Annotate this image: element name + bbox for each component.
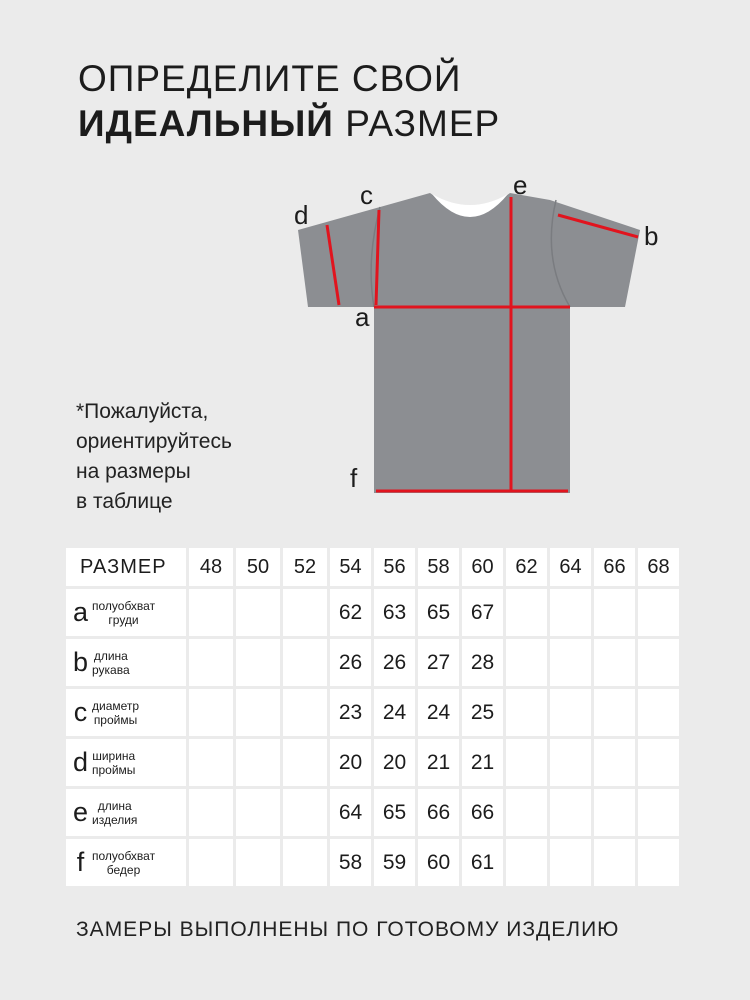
row-label-wrap [66, 749, 186, 777]
row-label [66, 739, 186, 786]
table-cell [550, 739, 591, 786]
table-cell: 65 [418, 589, 459, 636]
table-cell: 26 [374, 639, 415, 686]
table-cell [283, 839, 327, 886]
row-description-line-1: ширина [92, 748, 136, 763]
size-50: 50 [236, 548, 280, 586]
table-cell [594, 689, 635, 736]
size-62: 62 [506, 548, 547, 586]
table-cell [506, 739, 547, 786]
table-cell [506, 589, 547, 636]
table-cell [189, 839, 233, 886]
row-label-wrap [66, 799, 186, 827]
table-cell [236, 589, 280, 636]
note-line-4: в таблице [76, 490, 173, 513]
note-line-3: на размеры [76, 460, 191, 483]
tshirt-shape [298, 193, 640, 493]
table-cell [638, 789, 679, 836]
row-label [66, 839, 186, 886]
table-cell [594, 639, 635, 686]
size-header-label: РАЗМЕР [66, 548, 186, 586]
table-row [66, 639, 679, 686]
row-description [92, 849, 155, 877]
row-letter: d [72, 747, 89, 777]
size-note [76, 397, 232, 517]
size-60: 60 [462, 548, 503, 586]
table-cell [283, 689, 327, 736]
table-cell: 26 [330, 639, 371, 686]
footer-note: ЗАМЕРЫ ВЫПОЛНЕНЫ ПО ГОТОВОМУ ИЗДЕЛИЮ [76, 918, 620, 941]
table-row [66, 789, 679, 836]
table-cell [506, 839, 547, 886]
row-description-line-1: полуобхват [92, 848, 156, 863]
size-66: 66 [594, 548, 635, 586]
table-cell [189, 639, 233, 686]
table-cell: 58 [330, 839, 371, 886]
table-cell [283, 639, 327, 686]
table-cell [550, 639, 591, 686]
row-description-line-1: длина [97, 798, 132, 813]
row-label-wrap [66, 649, 186, 677]
table-cell [550, 689, 591, 736]
title-bold-word: ИДЕАЛЬНЫЙ [78, 103, 334, 144]
row-label-wrap [66, 849, 186, 877]
table-cell: 21 [418, 739, 459, 786]
row-description [92, 699, 139, 727]
table-cell: 24 [374, 689, 415, 736]
table-cell [189, 739, 233, 786]
row-description [92, 649, 130, 677]
table-cell [189, 689, 233, 736]
table-cell [506, 689, 547, 736]
table-cell [638, 639, 679, 686]
table-cell [506, 789, 547, 836]
table-row [66, 839, 679, 886]
table-cell: 23 [330, 689, 371, 736]
table-cell [550, 789, 591, 836]
row-description-line-2: изделия [92, 812, 138, 827]
note-line-1: *Пожалуйста, [76, 400, 209, 423]
row-label [66, 589, 186, 636]
page-title [78, 56, 500, 146]
table-cell [236, 839, 280, 886]
size-56: 56 [374, 548, 415, 586]
row-label [66, 639, 186, 686]
table-cell: 24 [418, 689, 459, 736]
table-cell: 66 [418, 789, 459, 836]
table-row [66, 589, 679, 636]
table-cell: 21 [462, 739, 503, 786]
table-cell: 64 [330, 789, 371, 836]
note-line-2: ориентируйтесь [76, 430, 232, 453]
label-e: e [513, 170, 528, 200]
table-cell [236, 739, 280, 786]
row-description-line-2: проймы [92, 762, 136, 777]
size-table [63, 545, 682, 889]
row-description [92, 799, 137, 827]
table-cell [236, 689, 280, 736]
row-description [92, 749, 135, 777]
table-cell [638, 589, 679, 636]
table-row [66, 739, 679, 786]
table-cell: 62 [330, 589, 371, 636]
label-a: a [355, 302, 370, 332]
table-cell: 20 [374, 739, 415, 786]
label-d: d [294, 200, 309, 230]
table-row [66, 689, 679, 736]
table-cell [283, 589, 327, 636]
table-cell [550, 589, 591, 636]
table-cell: 25 [462, 689, 503, 736]
table-cell: 59 [374, 839, 415, 886]
size-64: 64 [550, 548, 591, 586]
table-cell: 27 [418, 639, 459, 686]
title-line-1: ОПРЕДЕЛИТЕ СВОЙ [78, 58, 462, 99]
title-light-word: РАЗМЕР [345, 103, 501, 144]
table-cell [236, 789, 280, 836]
row-letter: f [76, 847, 85, 877]
table-cell [283, 789, 327, 836]
size-header-row [66, 548, 679, 586]
row-description-line-2: бедер [106, 862, 141, 877]
table-cell [594, 589, 635, 636]
row-description-line-1: полуобхват [92, 598, 156, 613]
label-f: f [350, 463, 358, 493]
row-label [66, 689, 186, 736]
row-description-line-2: груди [108, 612, 139, 627]
table-cell [550, 839, 591, 886]
row-description [92, 599, 155, 627]
table-cell: 65 [374, 789, 415, 836]
table-cell: 20 [330, 739, 371, 786]
table-cell [506, 639, 547, 686]
title-line-2 [78, 101, 500, 146]
table-cell [594, 789, 635, 836]
table-cell: 28 [462, 639, 503, 686]
table-cell [236, 639, 280, 686]
row-letter: a [72, 597, 89, 627]
label-b: b [644, 221, 659, 251]
table-cell: 61 [462, 839, 503, 886]
table-cell: 67 [462, 589, 503, 636]
size-48: 48 [189, 548, 233, 586]
table-cell: 66 [462, 789, 503, 836]
table-cell [594, 739, 635, 786]
row-description-line-1: длина [93, 648, 128, 663]
table-cell [638, 689, 679, 736]
table-cell [638, 839, 679, 886]
row-label-wrap [66, 699, 186, 727]
size-52: 52 [283, 548, 327, 586]
row-letter: b [72, 647, 89, 677]
table-cell: 60 [418, 839, 459, 886]
tshirt-diagram [280, 170, 680, 510]
table-cell [189, 789, 233, 836]
row-label [66, 789, 186, 836]
row-letter: c [73, 697, 88, 727]
row-letter: e [72, 797, 89, 827]
row-description-line-2: проймы [93, 712, 138, 727]
size-58: 58 [418, 548, 459, 586]
table-cell: 63 [374, 589, 415, 636]
row-label-wrap [66, 599, 186, 627]
table-cell [283, 739, 327, 786]
row-description-line-2: рукава [92, 662, 130, 677]
table-cell [189, 589, 233, 636]
row-description-line-1: диаметр [92, 698, 140, 713]
size-54: 54 [330, 548, 371, 586]
table-cell [594, 839, 635, 886]
label-c: c [360, 180, 373, 210]
table-cell [638, 739, 679, 786]
size-68: 68 [638, 548, 679, 586]
